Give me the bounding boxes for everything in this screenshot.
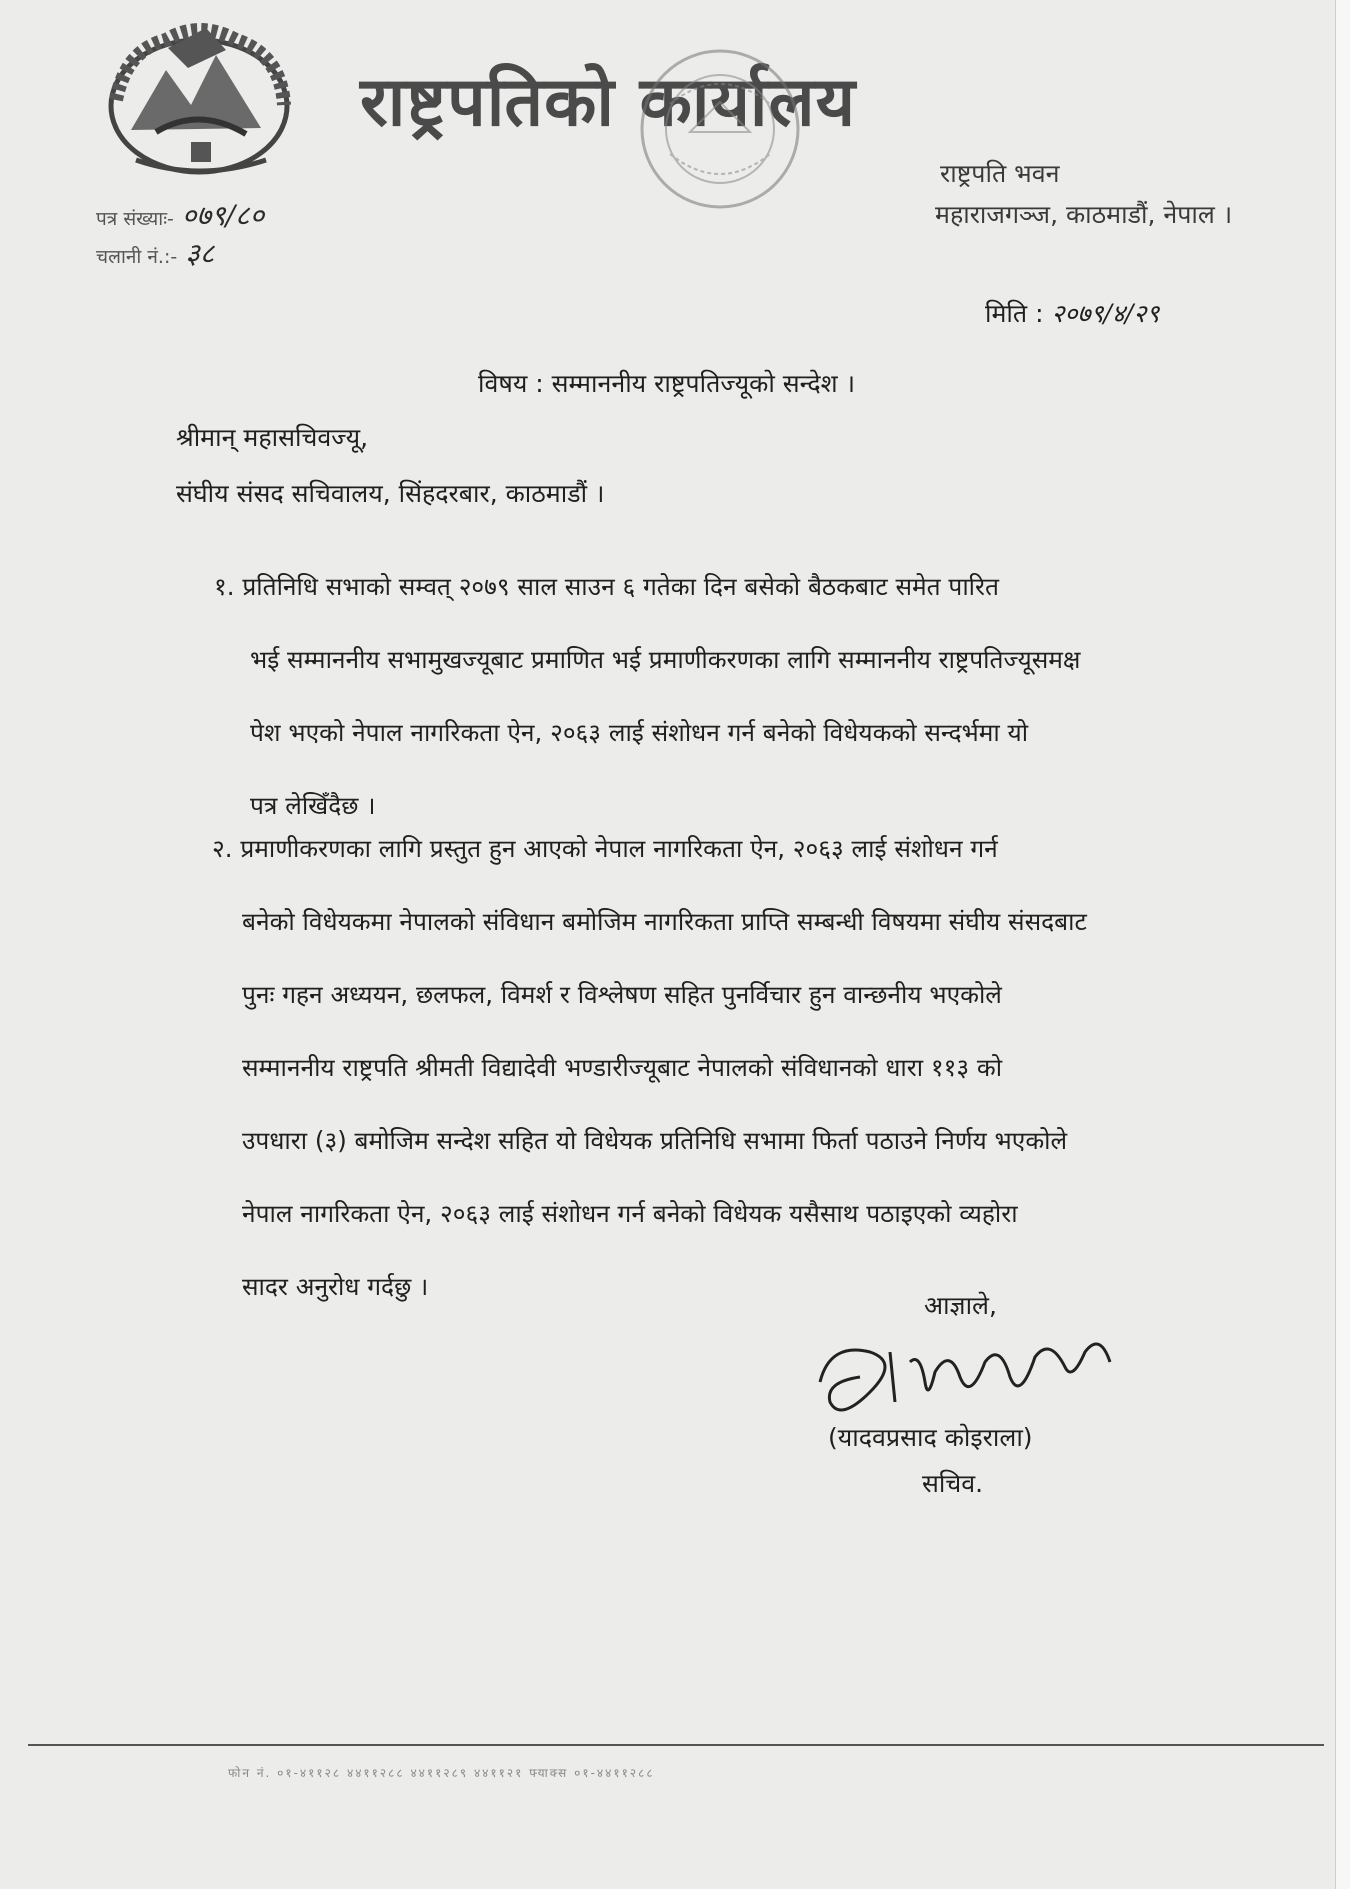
footer-contact: फोन नं. ०१-४११२८ ४४११२८८ ४४११२८९ ४४११२१ फ्याक्स ०१-४४११२८८ — [228, 1766, 655, 1780]
date-label: मिति : — [985, 299, 1044, 328]
paragraph-line: सम्माननीय राष्ट्रपति श्रीमती विद्यादेवी भण्डारीज्यूबाट नेपालको संविधानको धारा ११३ को — [242, 1053, 1003, 1082]
paragraph-2 — [212, 812, 1087, 1323]
signatory-designation: सचिव. — [922, 1469, 984, 1498]
paragraph-line: भई सम्माननीय सभामुखज्यूबाट प्रमाणित भई प्रमाणीकरणका लागि सम्माननीय राष्ट्रपतिज्यूसमक्ष — [250, 645, 1081, 674]
dispatch-number-label: चलानी नं.:- — [96, 246, 178, 268]
office-name: राष्ट्रपतिको कार्यालय — [360, 63, 857, 142]
subject-line: विषय : सम्माननीय राष्ट्रपतिज्यूको सन्देश । — [478, 369, 856, 398]
paragraph-line: बनेको विधेयकमा नेपालको संविधान बमोजिम नागरिकता प्राप्ति सम्बन्धी विषयमा संघीय संसदबाट — [242, 907, 1087, 936]
paragraph-line: २. प्रमाणीकरणका लागि प्रस्तुत हुन आएको नेपाल नागरिकता ऐन, २०६३ लाई संशोधन गर्न — [212, 834, 998, 863]
signatory-name: (यादवप्रसाद कोइराला) — [828, 1423, 1033, 1452]
date-value: २०७९/४/२९ — [1051, 299, 1160, 328]
letter-date — [985, 296, 1159, 330]
address-line-1: राष्ट्रपति भवन — [940, 159, 1060, 188]
addressee-line-1: श्रीमान् महासचिवज्यू, — [176, 423, 369, 452]
footer-divider — [28, 1744, 1324, 1746]
addressee-line-2: संघीय संसद सचिवालय, सिंहदरबार, काठमाडौं । — [176, 479, 605, 508]
office-seal-icon — [630, 44, 810, 214]
paragraph-line: पत्र लेखिँदैछ । — [250, 791, 376, 820]
national-emblem-icon — [96, 10, 302, 178]
closing-text: आज्ञाले, — [924, 1291, 997, 1320]
paragraph-line: पेश भएको नेपाल नागरिकता ऐन, २०६३ लाई संशोधन गर्न बनेको विधेयकको सन्दर्भमा यो — [250, 718, 1029, 747]
dispatch-number — [96, 234, 214, 272]
signature-icon — [810, 1322, 1130, 1432]
page-edge — [1335, 0, 1350, 1889]
paragraph-1 — [214, 550, 1080, 842]
paragraph-line: १. प्रतिनिधि सभाको सम्वत् २०७९ साल साउन ६ गतेका दिन बसेको बैठकबाट समेत पारित — [214, 572, 1000, 601]
paragraph-line: पुनः गहन अध्ययन, छलफल, विमर्श र विश्लेषण सहित पुनर्विचार हुन वान्छनीय भएकोले — [242, 980, 1002, 1009]
letter-number-label: पत्र संख्याः- — [96, 208, 174, 230]
paragraph-line: सादर अनुरोध गर्दछु । — [242, 1272, 429, 1301]
paragraph-line: उपधारा (३) बमोजिम सन्देश सहित यो विधेयक प्रतिनिधि सभामा फिर्ता पठाउने निर्णय भएकोले — [242, 1126, 1068, 1155]
letter-number-value: ०७९/८० — [181, 199, 265, 232]
dispatch-number-value: ३८ — [185, 237, 215, 270]
paragraph-line: नेपाल नागरिकता ऐन, २०६३ लाई संशोधन गर्न बनेको विधेयक यसैसाथ पठाइएको व्यहोरा — [242, 1199, 1018, 1228]
address-line-2: महाराजगञ्ज, काठमाडौं, नेपाल । — [935, 200, 1233, 229]
letter-number — [96, 196, 264, 234]
